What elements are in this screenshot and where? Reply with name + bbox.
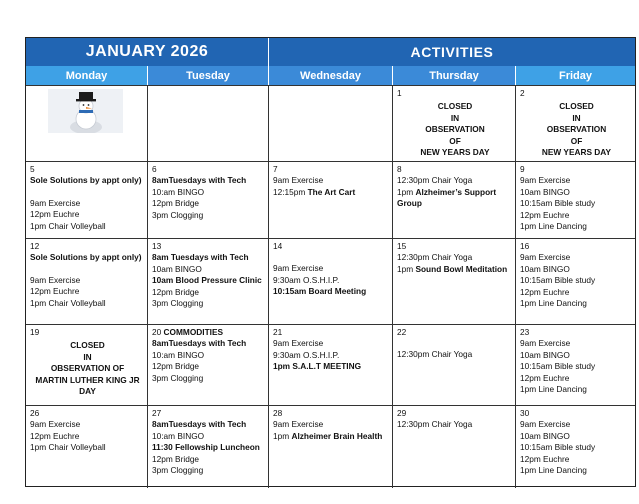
day-number xyxy=(520,241,633,252)
activity-text: 10:am BINGO xyxy=(152,349,205,360)
day-number xyxy=(152,164,266,175)
activity-text: 1pm xyxy=(397,186,416,197)
activity-text: IN xyxy=(450,112,460,123)
activity-item xyxy=(273,338,390,349)
activity-text: 12pm Euchre xyxy=(30,286,80,297)
activity-text: 9am Exercise xyxy=(520,419,571,430)
activity-text: IN xyxy=(83,351,92,362)
activity-text: 12pm Euchre xyxy=(520,372,570,383)
activity-list xyxy=(397,338,513,360)
day-cell xyxy=(516,325,635,405)
weekday-monday: Monday xyxy=(26,66,148,85)
day-cell xyxy=(26,162,148,238)
day-number-value: 21 xyxy=(273,327,283,337)
activity-item xyxy=(520,221,633,232)
activity-text: 3pm Clogging xyxy=(152,298,204,309)
closed-line xyxy=(397,113,513,124)
activity-text: 1pm Chair Volleyball xyxy=(30,297,106,308)
activity-list xyxy=(152,338,266,384)
activity-text: 12pm Euchre xyxy=(520,209,570,220)
activity-text: 9am Exercise xyxy=(30,274,81,285)
activity-text: 9am Exercise xyxy=(273,263,324,274)
day-number-value: 23 xyxy=(520,327,530,337)
activity-item xyxy=(520,465,633,476)
activity-item xyxy=(520,252,633,263)
activity-list xyxy=(397,175,513,209)
month-title: JANUARY 2026 xyxy=(26,38,269,66)
day-cell xyxy=(148,86,269,161)
activity-text: CLOSED xyxy=(437,101,473,112)
closed-line xyxy=(30,386,145,397)
activity-item xyxy=(152,187,266,198)
activity-item xyxy=(397,187,513,198)
day-number xyxy=(30,241,145,252)
activity-text: 1pm Line Dancing xyxy=(520,298,587,309)
activity-text: 10am BINGO xyxy=(520,430,570,441)
week-row xyxy=(26,238,635,324)
activity-item xyxy=(152,287,266,298)
activity-item xyxy=(520,454,633,465)
activity-text: 10:15am Bible study xyxy=(520,198,596,209)
activity-item xyxy=(152,252,266,263)
day-number xyxy=(152,327,266,338)
activity-text: 12pm Euchre xyxy=(520,286,570,297)
closed-line xyxy=(30,340,145,351)
activity-text: OF xyxy=(449,135,461,146)
activity-item xyxy=(30,419,145,430)
activity-text: 1pm xyxy=(397,263,416,274)
activity-highlight: Alzheimer’s Support xyxy=(415,186,497,197)
activity-text: 12pm Bridge xyxy=(152,286,200,297)
closed-line xyxy=(397,124,513,135)
day-number xyxy=(152,241,266,252)
activity-text: 10am BINGO xyxy=(152,263,202,274)
activity-text: CLOSED xyxy=(559,101,594,112)
day-cell xyxy=(516,162,635,238)
activity-item xyxy=(30,209,145,220)
activity-item xyxy=(273,286,390,297)
day-cell xyxy=(26,239,148,324)
weekday-thursday: Thursday xyxy=(393,66,516,85)
day-number xyxy=(273,408,390,419)
day-number xyxy=(273,164,390,175)
activity-item xyxy=(30,252,145,263)
activity-item xyxy=(520,373,633,384)
activity-list xyxy=(152,175,266,221)
activity-text: OBSERVATION OF xyxy=(50,363,125,374)
activity-list xyxy=(273,338,390,372)
activity-text: 10am BINGO xyxy=(520,263,570,274)
activity-item xyxy=(520,187,633,198)
activity-item xyxy=(397,349,513,360)
activity-text: Group xyxy=(397,198,422,209)
day-cell xyxy=(26,406,148,488)
activity-item xyxy=(520,350,633,361)
day-cell xyxy=(393,406,516,488)
closed-line xyxy=(397,147,513,158)
closed-line xyxy=(397,101,513,112)
activity-list xyxy=(273,175,390,198)
activity-text: 9am Exercise xyxy=(273,175,324,186)
activity-item xyxy=(152,419,266,430)
day-number-value: 13 xyxy=(152,241,162,251)
day-cell xyxy=(269,406,393,488)
activity-item xyxy=(520,275,633,286)
day-number xyxy=(273,241,390,252)
activity-list xyxy=(273,419,390,442)
activity-text: Sole Solutions by appt only) xyxy=(30,175,142,186)
activity-item xyxy=(520,198,633,209)
activity-text: OF xyxy=(570,135,583,146)
day-number-value: 26 xyxy=(30,408,40,418)
day-number xyxy=(30,408,145,419)
spacer xyxy=(397,338,513,349)
closed-notice xyxy=(30,340,145,397)
day-number-value: 28 xyxy=(273,408,283,418)
day-number xyxy=(273,327,390,338)
closed-line xyxy=(397,136,513,147)
activity-text: 8amTuesdays with Tech xyxy=(152,419,247,430)
activity-text: 9am Exercise xyxy=(30,419,81,430)
activity-item xyxy=(520,442,633,453)
day-cell xyxy=(148,325,269,405)
spacer xyxy=(273,252,390,263)
day-cell xyxy=(393,239,516,324)
closed-line xyxy=(30,375,145,386)
activity-item xyxy=(273,431,390,442)
activity-text: 1pm Line Dancing xyxy=(520,384,587,395)
activity-text: 12:30pm Chair Yoga xyxy=(397,349,473,360)
day-number xyxy=(30,327,145,338)
day-number-value: 7 xyxy=(273,164,278,174)
calendar xyxy=(25,37,636,487)
activity-text: 1pm Chair Volleyball xyxy=(30,220,106,231)
day-cell xyxy=(269,239,393,324)
closed-notice xyxy=(520,101,633,158)
activity-list xyxy=(520,175,633,232)
day-number-value: 15 xyxy=(397,241,407,251)
activities-title: ACTIVITIES xyxy=(269,38,635,66)
activity-item xyxy=(397,252,513,263)
activity-item xyxy=(397,264,513,275)
day-number xyxy=(397,88,513,99)
activity-text: 10am BINGO xyxy=(520,349,570,360)
day-number-value: 16 xyxy=(520,241,530,251)
day-number-value: 2 xyxy=(520,88,525,98)
closed-line xyxy=(520,124,633,135)
activity-text: 10am BINGO xyxy=(520,186,570,197)
activity-item xyxy=(30,175,145,186)
activity-item xyxy=(152,350,266,361)
activity-text: 10:am BINGO xyxy=(152,430,205,441)
day-number-value: 1 xyxy=(397,88,402,98)
day-number-value: 22 xyxy=(397,327,407,337)
day-number-value: 12 xyxy=(30,241,40,251)
activity-text: 12pm Bridge xyxy=(152,453,200,464)
closed-line xyxy=(520,101,633,112)
day-number-value: 6 xyxy=(152,164,157,174)
activity-text: OBSERVATION xyxy=(546,124,607,135)
activity-item xyxy=(30,431,145,442)
activity-text: 10:am BINGO xyxy=(152,186,205,197)
activity-list xyxy=(520,338,633,395)
activity-item xyxy=(152,275,266,286)
activity-text: 8am Tuesdays with Tech xyxy=(152,252,249,263)
activity-text: 3pm Clogging xyxy=(152,209,204,220)
activity-list xyxy=(152,252,266,309)
activity-text: 1pm xyxy=(273,430,292,441)
activity-text: OBSERVATION xyxy=(425,124,485,135)
activity-list xyxy=(397,252,513,275)
day-number xyxy=(520,164,633,175)
activity-item xyxy=(397,419,513,430)
day-cell xyxy=(148,239,269,324)
activity-text: 9am Exercise xyxy=(520,175,571,186)
week-row xyxy=(26,405,635,488)
activity-text: 9:30am O.S.H.I.P. xyxy=(273,349,340,360)
day-cell xyxy=(516,406,635,488)
activity-text: 10:15am Board Meeting xyxy=(273,286,367,297)
activity-text: 12pm Bridge xyxy=(152,198,200,209)
day-cell xyxy=(393,325,516,405)
activity-item xyxy=(30,275,145,286)
activity-text: 9am Exercise xyxy=(273,419,324,430)
day-number-value: 5 xyxy=(30,164,35,174)
activity-text: 11:30 Fellowship Luncheon xyxy=(152,442,260,453)
activity-item xyxy=(152,198,266,209)
activity-text: 12pm Bridge xyxy=(152,361,200,372)
activity-item xyxy=(520,338,633,349)
activity-item xyxy=(152,338,266,349)
activity-item xyxy=(152,442,266,453)
day-number-value: 8 xyxy=(397,164,402,174)
activity-text: 12:30pm Chair Yoga xyxy=(397,175,473,186)
closed-line xyxy=(520,113,633,124)
activity-text: 12pm Euchre xyxy=(30,209,80,220)
activity-item xyxy=(520,419,633,430)
activity-text: MARTIN LUTHER KING JR xyxy=(35,374,140,385)
day-number-value: 29 xyxy=(397,408,407,418)
activity-text: IN xyxy=(572,112,581,123)
activity-list xyxy=(520,252,633,309)
weekday-header-row xyxy=(26,66,635,85)
day-number-value: 30 xyxy=(520,408,530,418)
day-number-value: 14 xyxy=(273,241,283,251)
activity-text: 1pm Line Dancing xyxy=(520,221,587,232)
activity-list xyxy=(273,252,390,297)
activity-text: 12:15pm xyxy=(273,186,308,197)
activity-text: 10am Blood Pressure Clinic xyxy=(152,275,262,286)
day-cell xyxy=(269,86,393,161)
week-row xyxy=(26,85,635,161)
calendar-grid xyxy=(26,85,635,488)
activity-text: 3pm Clogging xyxy=(152,465,204,476)
activity-item xyxy=(152,465,266,476)
activity-item xyxy=(273,175,390,186)
activity-item xyxy=(30,198,145,209)
activity-item xyxy=(520,175,633,186)
activity-item xyxy=(273,275,390,286)
day-cell xyxy=(148,406,269,488)
activity-list xyxy=(397,419,513,430)
activity-text: 12pm Euchre xyxy=(520,453,570,464)
day-number xyxy=(520,88,633,99)
activity-item xyxy=(273,350,390,361)
activity-text: 1pm Line Dancing xyxy=(520,465,587,476)
activity-text: 9am Exercise xyxy=(520,252,571,263)
day-number-value: 20 xyxy=(152,327,162,337)
day-cell xyxy=(516,86,635,161)
spacer xyxy=(30,264,145,275)
activity-item xyxy=(520,431,633,442)
day-cell xyxy=(516,239,635,324)
activity-item xyxy=(520,210,633,221)
activity-text: 9am Exercise xyxy=(273,338,324,349)
activity-text: 9:30am O.S.H.I.P. xyxy=(273,274,340,285)
day-number-value: 9 xyxy=(520,164,525,174)
day-number xyxy=(520,408,633,419)
day-cell xyxy=(269,162,393,238)
day-number-value: 19 xyxy=(30,327,40,337)
day-cell xyxy=(269,325,393,405)
activity-item xyxy=(520,264,633,275)
activity-item xyxy=(30,442,145,453)
activity-list xyxy=(30,419,145,453)
activity-item xyxy=(30,298,145,309)
day-cell xyxy=(26,86,148,161)
activity-list xyxy=(30,175,145,232)
day-number xyxy=(152,408,266,419)
weekday-tuesday: Tuesday xyxy=(148,66,269,85)
activity-item xyxy=(152,454,266,465)
activity-text: 9am Exercise xyxy=(520,338,571,349)
activity-item xyxy=(397,198,513,209)
activity-item xyxy=(520,361,633,372)
day-cell xyxy=(393,86,516,161)
activity-item xyxy=(152,175,266,186)
activity-item xyxy=(152,210,266,221)
activity-item xyxy=(273,187,390,198)
activity-item xyxy=(152,264,266,275)
activity-list xyxy=(520,419,633,476)
activity-text: 10:15am Bible study xyxy=(520,361,596,372)
day-number xyxy=(30,164,145,175)
snowman-icon xyxy=(48,89,123,133)
spacer xyxy=(30,187,145,198)
activity-item xyxy=(30,286,145,297)
activity-text: 8amTuesdays with Tech xyxy=(152,175,247,186)
day-cell xyxy=(148,162,269,238)
closed-line xyxy=(520,147,633,158)
weekday-friday: Friday xyxy=(516,66,635,85)
day-cell xyxy=(393,162,516,238)
day-number xyxy=(397,241,513,252)
activity-item xyxy=(520,287,633,298)
activity-text: CLOSED xyxy=(70,340,105,351)
day-note: COMMODITIES xyxy=(163,327,224,337)
activity-text: 12:30pm Chair Yoga xyxy=(397,419,473,430)
activity-highlight: Sound Bowl Meditation xyxy=(415,263,508,274)
activity-item xyxy=(273,263,390,274)
activity-text: 3pm Clogging xyxy=(152,372,204,383)
closed-line xyxy=(30,363,145,374)
activity-item xyxy=(520,384,633,395)
activity-item xyxy=(152,298,266,309)
day-number-value: 27 xyxy=(152,408,162,418)
closed-line xyxy=(30,352,145,363)
activity-item xyxy=(273,419,390,430)
week-row xyxy=(26,324,635,405)
title-row xyxy=(26,38,635,66)
activity-item xyxy=(152,373,266,384)
activity-item xyxy=(30,221,145,232)
week-row xyxy=(26,161,635,238)
weekday-wednesday: Wednesday xyxy=(269,66,393,85)
activity-item xyxy=(520,298,633,309)
day-number xyxy=(397,408,513,419)
activity-item xyxy=(152,361,266,372)
activity-list xyxy=(30,252,145,309)
closed-line xyxy=(520,136,633,147)
day-cell xyxy=(26,325,148,405)
activity-text: 9am Exercise xyxy=(30,197,81,208)
activity-item xyxy=(273,361,390,372)
activity-item xyxy=(397,175,513,186)
activity-text: 1pm S.A.L.T MEETING xyxy=(273,361,362,372)
day-number xyxy=(520,327,633,338)
activity-list xyxy=(152,419,266,476)
activity-text: NEW YEARS DAY xyxy=(541,147,612,158)
activity-text: 12:30pm Chair Yoga xyxy=(397,252,473,263)
activity-text: 10:15am Bible study xyxy=(520,275,596,286)
activity-text: NEW YEARS DAY xyxy=(420,147,490,158)
activity-text: 10:15am Bible study xyxy=(520,442,596,453)
activity-highlight: The Art Cart xyxy=(307,186,356,197)
day-number xyxy=(397,327,513,338)
activity-text: 1pm Chair Volleyball xyxy=(30,442,106,453)
activity-text: DAY xyxy=(79,386,96,397)
day-number xyxy=(397,164,513,175)
activity-item xyxy=(152,431,266,442)
activity-highlight: Alzheimer Brain Health xyxy=(291,430,383,441)
closed-notice xyxy=(397,101,513,158)
activity-text: Sole Solutions by appt only) xyxy=(30,252,142,263)
activity-text: 8amTuesdays with Tech xyxy=(152,338,247,349)
activity-text: 12pm Euchre xyxy=(30,430,80,441)
